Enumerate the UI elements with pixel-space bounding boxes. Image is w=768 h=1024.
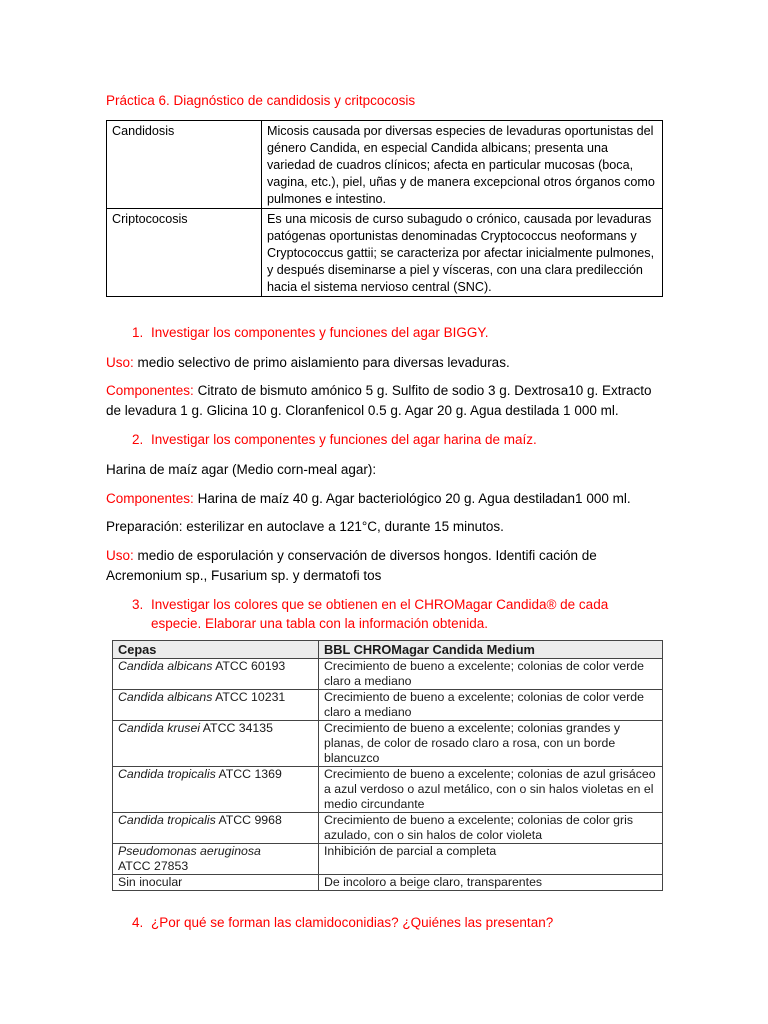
strain-cell xyxy=(113,844,319,875)
question-number: 2. xyxy=(132,432,144,447)
uso-text: medio de esporulación y conservación de diversos hongos. Identifi cación de Acremonium sp., Fusarium sp. y dermatofi tos xyxy=(106,548,597,583)
maiz-componentes xyxy=(106,489,666,509)
question-text: Investigar los colores que se obtienen en el CHROMagar Candida® de cada especie. Elaborar una tabla con la información obtenida. xyxy=(151,597,609,631)
uso-label: Uso: xyxy=(106,548,134,563)
maiz-uso xyxy=(106,546,666,586)
strain-cell xyxy=(113,659,319,690)
definition-cell: Micosis causada por diversas especies de levaduras oportunistas del género Candida, en especial Candida albicans; presenta una variedad de cuadros clínicos; afecta en particular mucosas (boca, vagina, etc.), piel, uñas y de manera excepcional otros órganos como pulmones e intestino. xyxy=(262,121,663,209)
componentes-text: Citrato de bismuto amónico 5 g. Sulfito de sodio 3 g. Dextrosa10 g. Extracto de levadura 1 g. Glicina 10 g. Cloranfenicol 0.5 g. Agar 20 g. Agua destilada 1 000 ml. xyxy=(106,383,652,418)
table-header-row xyxy=(113,641,663,659)
question-text: ¿Por qué se forman las clamidoconidias? ¿Quiénes las presentan? xyxy=(151,915,554,930)
maiz-preparacion: Preparación: esterilizar en autoclave a 121°C, durante 15 minutos. xyxy=(106,519,504,534)
strain-code: ATCC 27853 xyxy=(118,859,189,873)
page-title: Práctica 6. Diagnóstico de candidosis y critpcocosis xyxy=(106,93,416,108)
question-number: 1. xyxy=(132,325,144,340)
componentes-label: Componentes: xyxy=(106,491,194,506)
definitions-table xyxy=(106,120,663,297)
strain-cell xyxy=(113,813,319,844)
species-name: Candida krusei xyxy=(118,721,201,735)
species-name: Candida tropicalis xyxy=(118,767,216,781)
species-name: Candida albicans xyxy=(118,659,213,673)
strain-code: ATCC 1369 xyxy=(215,767,282,781)
table-row xyxy=(113,721,663,767)
table-row xyxy=(107,209,663,297)
result-cell: Crecimiento de bueno a excelente; colonias de color verde claro a mediano xyxy=(319,659,663,690)
strain-cell xyxy=(113,767,319,813)
table-row xyxy=(113,875,663,891)
strain-code: ATCC 10231 xyxy=(212,690,286,704)
result-cell: Crecimiento de bueno a excelente; colonias de azul grisáceo a azul verdoso o azul metálico, con o sin halos violetas en el medio circundante xyxy=(319,767,663,813)
uso-label: Uso: xyxy=(106,355,134,370)
maiz-heading: Harina de maíz agar (Medio corn-meal agar): xyxy=(106,462,377,477)
table-row xyxy=(113,767,663,813)
strain-code: ATCC 60193 xyxy=(212,659,286,673)
table-row xyxy=(113,690,663,721)
term-cell: Candidosis xyxy=(107,121,262,209)
strain-code: ATCC 9968 xyxy=(215,813,282,827)
column-header-cepas: Cepas xyxy=(113,641,319,659)
species-name: Candida tropicalis xyxy=(118,813,216,827)
result-cell: Crecimiento de bueno a excelente; colonias de color gris azulado, con o sin halos de color violeta xyxy=(319,813,663,844)
table-row xyxy=(113,844,663,875)
componentes-text: Harina de maíz 40 g. Agar bacteriológico 20 g. Agua destiladan1 000 ml. xyxy=(193,491,631,506)
species-name: Pseudomonas aeruginosa xyxy=(118,844,261,858)
species-name: Candida albicans xyxy=(118,690,213,704)
biggy-uso xyxy=(106,353,666,373)
result-cell: Inhibición de parcial a completa xyxy=(319,844,663,875)
column-header-medium: BBL CHROMagar Candida Medium xyxy=(319,641,663,659)
strain-code: ATCC 34135 xyxy=(200,721,273,735)
uso-text: medio selectivo de primo aislamiento para diversas levaduras. xyxy=(133,355,510,370)
strain-cell xyxy=(113,721,319,767)
definition-cell: Es una micosis de curso subagudo o crónico, causada por levaduras patógenas oportunistas denominadas Cryptococcus neoformans y Cryptococcus gattii; se caracteriza por afectar inicialmente pulmones, y después diseminarse a piel y vísceras, con una clara predilección hacia el sistema nervioso central (SNC). xyxy=(262,209,663,297)
table-row xyxy=(113,659,663,690)
question-text: Investigar los componentes y funciones del agar BIGGY. xyxy=(151,325,489,340)
term-cell: Criptococosis xyxy=(107,209,262,297)
result-cell: Crecimiento de bueno a excelente; colonias grandes y planas, de color de rosado claro a rosa, con un borde blancuzco xyxy=(319,721,663,767)
biggy-componentes xyxy=(106,381,666,421)
table-row xyxy=(113,813,663,844)
strain-code: Sin inocular xyxy=(118,875,183,889)
strain-cell xyxy=(113,690,319,721)
question-number: 3. xyxy=(132,597,144,612)
question-number: 4. xyxy=(132,915,144,930)
result-cell: De incoloro a beige claro, transparentes xyxy=(319,875,663,891)
componentes-label: Componentes: xyxy=(106,383,194,398)
question-text: Investigar los componentes y funciones del agar harina de maíz. xyxy=(151,432,537,447)
table-row xyxy=(107,121,663,209)
result-cell: Crecimiento de bueno a excelente; colonias de color verde claro a mediano xyxy=(319,690,663,721)
chromagar-table xyxy=(112,640,663,891)
strain-cell xyxy=(113,875,319,891)
